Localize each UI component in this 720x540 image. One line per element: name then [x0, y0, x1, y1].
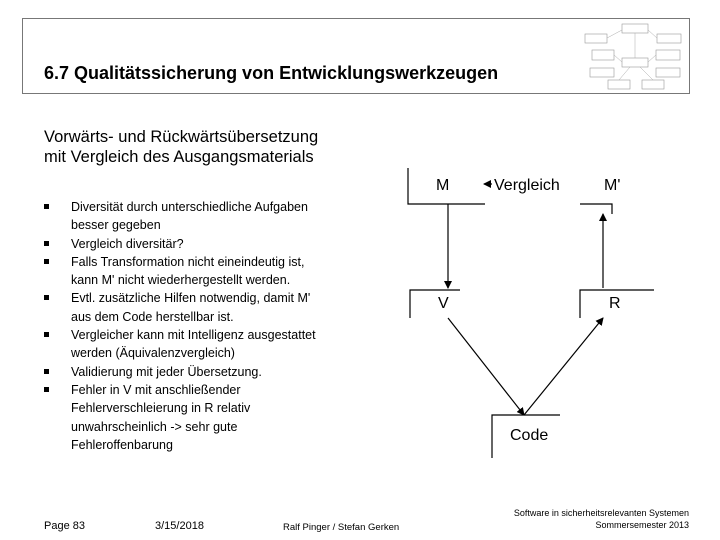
list-item: Diversität durch unterschiedliche Aufgaben besser gegeben: [44, 198, 364, 235]
vergleich-label: Vergleich: [494, 177, 560, 194]
m-prime-label: M': [604, 177, 621, 194]
m-label: M: [436, 177, 450, 194]
code-label: Code: [510, 427, 549, 444]
v-to-code-arrow: [448, 318, 524, 415]
heading-line-2: mit Vergleich des Ausgangsmaterials: [44, 148, 314, 166]
bullet-square-icon: [44, 332, 49, 337]
bullet-square-icon: [44, 387, 49, 392]
bullet-square-icon: [44, 241, 49, 246]
bullet-square-icon: [44, 369, 49, 374]
translation-diagram: [400, 160, 700, 460]
code-to-r-arrow: [524, 318, 603, 415]
course-term: Sommersemester 2013: [595, 520, 689, 530]
course-title: Software in sicherheitsrelevanten Systemen: [513, 508, 689, 518]
list-item: Falls Transformation nicht eineindeutig ist, kann M' nicht wiederhergestellt werden.: [44, 253, 364, 290]
v-label: V: [438, 295, 449, 312]
bullet-square-icon: [44, 204, 49, 209]
list-item: Validierung mit jeder Übersetzung.: [44, 363, 364, 381]
m-prime-box-bracket: [580, 204, 612, 214]
bullet-list: [44, 198, 364, 454]
slide-title: 6.7 Qualitätssicherung von Entwicklungswerkzeugen: [44, 63, 499, 83]
date: 3/15/2018: [155, 520, 204, 532]
bullet-square-icon: [44, 295, 49, 300]
heading-line-1: Vorwärts- und Rückwärtsübersetzung: [44, 128, 319, 146]
list-item: Vergleicher kann mit Intelligenz ausgestattet werden (Äquivalenzvergleich): [44, 326, 364, 363]
overview-thumbnail: [582, 22, 686, 90]
course-info: [514, 507, 689, 531]
v-box-bracket: [410, 290, 460, 318]
list-item: Vergleich diversitär?: [44, 235, 364, 253]
bullet-square-icon: [44, 259, 49, 264]
list-item: Fehler in V mit anschließender Fehlerverschleierung in R relativ unwahrscheinlich -> sehr gute Fehleroffenbarung: [44, 381, 364, 454]
section-heading: [44, 127, 318, 167]
authors: Ralf Pinger / Stefan Gerken: [283, 522, 400, 533]
list-item: Evtl. zusätzliche Hilfen notwendig, damit M' aus dem Code herstellbar ist.: [44, 289, 364, 326]
r-label: R: [609, 295, 621, 312]
page-number: Page 83: [44, 520, 85, 532]
